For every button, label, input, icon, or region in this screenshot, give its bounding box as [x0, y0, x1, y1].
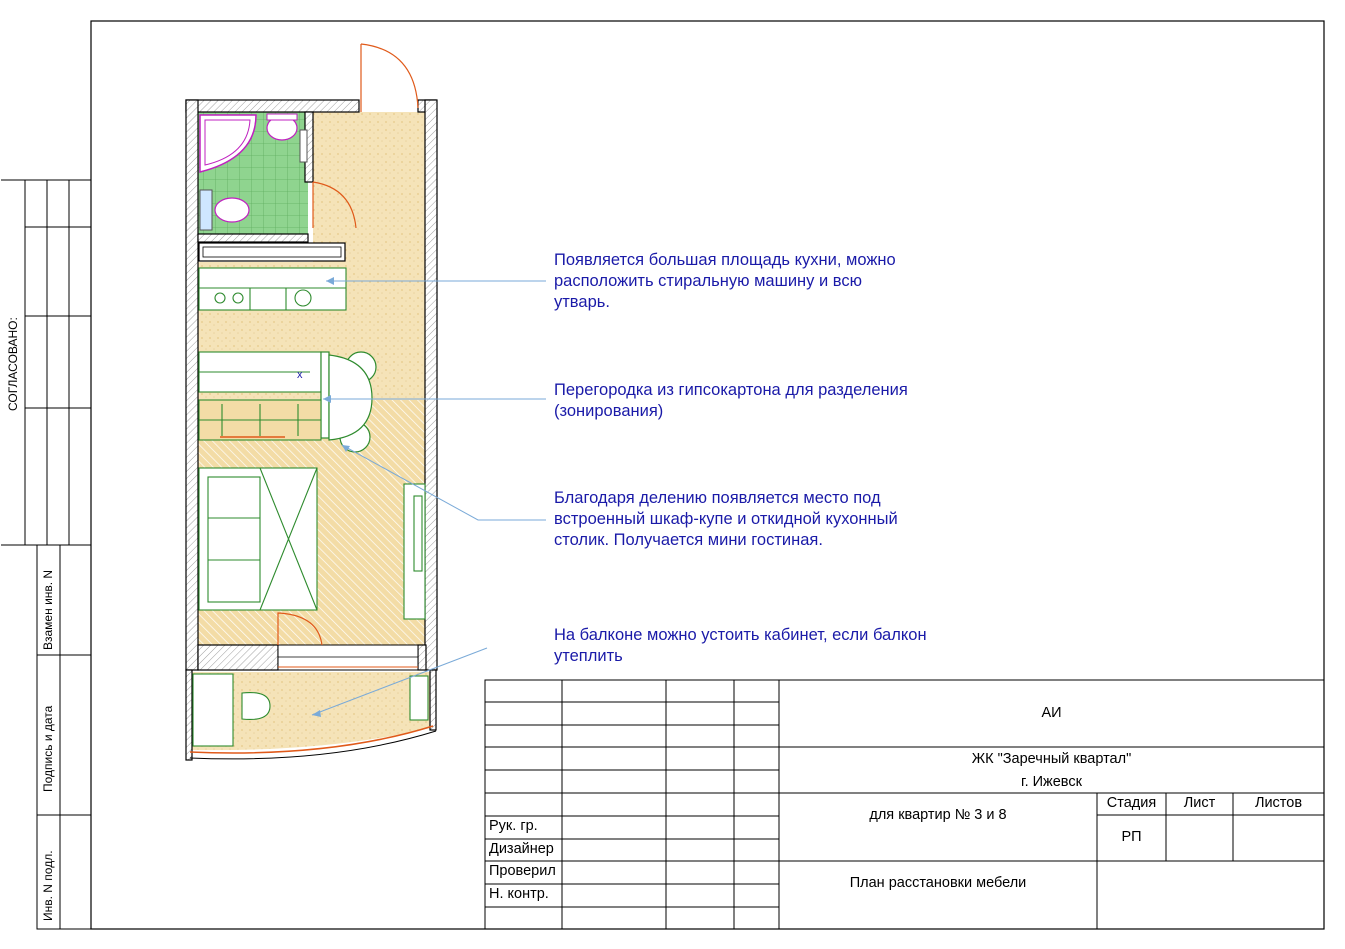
role-designer: Дизайнер	[489, 841, 554, 857]
annotation-partition	[554, 380, 908, 422]
annotation-line: столик. Получается мини гостиная.	[554, 531, 823, 549]
organization-label: АИ	[1041, 705, 1062, 721]
annotation-line: Перегородка из гипсокартона для разделения	[554, 381, 908, 399]
annotation-line: утеплить	[554, 647, 623, 665]
svg-text:x: x	[297, 369, 303, 381]
project-name: ЖК "Заречный квартал"	[971, 751, 1132, 767]
drawing-title: План расстановки мебели	[849, 875, 1027, 891]
annotation-line: (зонирования)	[554, 402, 664, 420]
annotation-kitchen	[554, 250, 896, 313]
sofa-bed	[199, 468, 317, 610]
annotation-line: На балконе можно устоить кабинет, если балкон	[554, 626, 927, 644]
sliding-wardrobe	[199, 400, 321, 440]
tv-console	[404, 484, 425, 619]
sheets-header: Листов	[1254, 795, 1303, 811]
annotation-wardrobe	[554, 488, 898, 551]
balcony-window	[278, 645, 418, 670]
annotation-line: Появляется большая площадь кухни, можно	[554, 251, 896, 269]
stage-value: РП	[1121, 829, 1142, 845]
agreed-label: СОГЛАСОВАНО:	[6, 317, 20, 411]
toilet-tank	[200, 190, 212, 230]
replaced-inv-label: Взамен инв. N	[41, 569, 55, 650]
annotation-balcony	[554, 625, 927, 667]
apartments-label: для квартир № 3 и 8	[869, 807, 1007, 823]
role-norm-control: Н. контр.	[489, 886, 549, 902]
sheet-header: Лист	[1183, 795, 1216, 811]
role-head-of-group: Рук. гр.	[489, 818, 538, 834]
toilet	[215, 198, 249, 222]
stage-header: Стадия	[1106, 795, 1157, 811]
annotation-line: утварь.	[554, 293, 610, 311]
annotation-line: Благодаря делению появляется место под	[554, 489, 881, 507]
signature-date-label: Подпись и дата	[41, 705, 55, 792]
orig-inv-label: Инв. N подл.	[41, 850, 55, 921]
folding-table	[329, 352, 376, 452]
annotation-line: встроенный шкаф-купе и откидной кухонный	[554, 510, 898, 528]
role-checked: Проверил	[489, 863, 556, 879]
annotation-line: расположить стиральную машину и всю	[554, 272, 862, 290]
entry-door-swing	[361, 44, 418, 108]
side-stamp	[1, 180, 91, 929]
drywall-partition	[321, 352, 329, 438]
storage-cabinet	[199, 243, 345, 261]
city-label: г. Ижевск	[1021, 774, 1082, 790]
